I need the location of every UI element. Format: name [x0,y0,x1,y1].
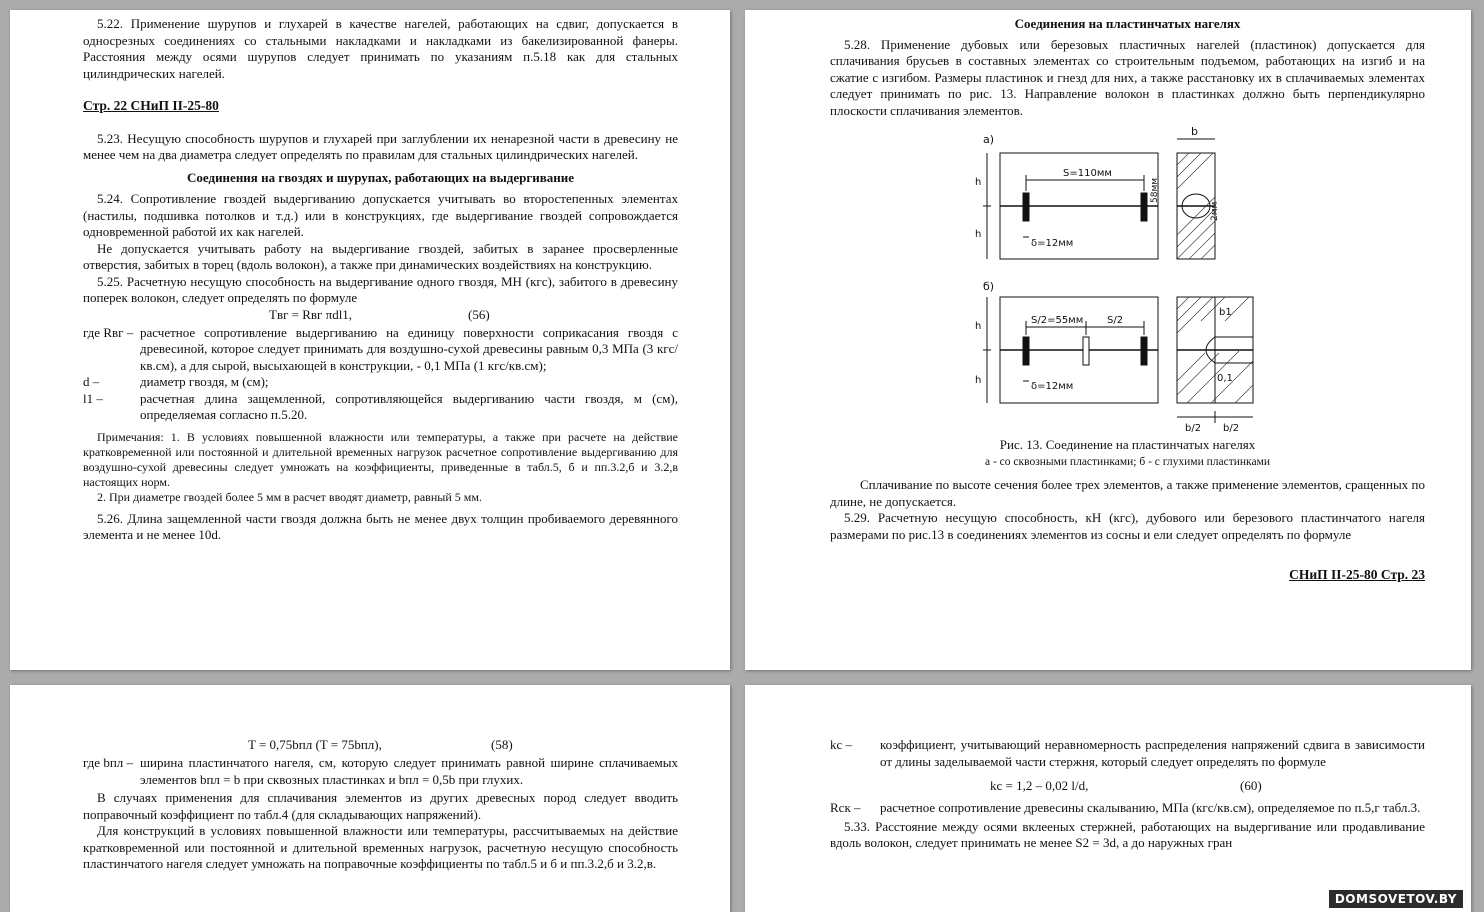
paragraph-5-23: 5.23. Несущую способность шурупов и глухарей при заглублении их ненарезной части в древесину не менее чем на два диаметра следует определять по правилам для стальных цилиндрических нагелей. [83,130,678,162]
figure-label-a: а) [983,133,995,146]
definition-bpl [83,755,678,788]
paragraph-5-28: 5.28. Применение дубовых или березовых пластичных нагелей (пластинок) допускается для сплачивания брусьев в составных элементах со строительным подъемом, работающих на изгиб и на сжатие с изгибом. Размеры пластинок и гнезд для них, а также расстановку их в сплачиваемых элементах следует принимать по рис. 13. Направление волокон в пластинках должно быть перпендикулярно плоскости сплачивания элементов. [830,36,1425,118]
page-header-22: Стр. 22 СНиП II-25-80 [83,98,219,113]
paragraph-5-24: 5.24. Сопротивление гвоздей выдергиванию допускается учитывать во второстепенных элементах (настилы, подшивка потолков и т.д.) или в конструкциях, где выдергивание гвоздей сопровождается одновременной работой их как нагелей. [83,191,678,239]
dimension-h-b2: h [975,375,982,386]
paragraph-5-29: 5.29. Расчетную несущую способность, кН (кгс), дубового или березового пластинчатого нагеля размерами по рис.13 в соединениях элементов из сосны и ели следует определять по формуле [830,510,1425,542]
notes-block [83,430,678,505]
definition-kc-text: коэффициент, учитывающий неравномерность распределения напряжений сдвига в зависимости от длины заделываемой части стержня, который следует определять по формуле [880,737,1425,769]
paragraph-other-species: В случаях применения для сплачивания элементов из других древесных пород следует вводить поправочный коэффициент по табл.4 (для складывающих напряжений). [83,790,678,822]
dimension-58: 58мм [1150,177,1160,203]
dimension-s2-b: S/2 [1107,315,1124,326]
formula-56-number: (56) [468,306,490,322]
formula-58-expression: T = 0,75bпл (T = 75bпл), [248,737,382,752]
page-2-body [830,16,1425,119]
formula-60-number: (60) [1240,778,1262,793]
document-page-2 [745,10,1471,670]
figure-label-b: б) [983,280,995,293]
dimension-h-b1: h [975,321,982,332]
definition-rck-text: расчетное сопротивление древесины скалыванию, МПа (кгс/кв.см), определяемое по п.5,г табл.3. [880,800,1421,815]
definitions-list [83,325,678,424]
dimension-b2-left: b/2 [1185,423,1202,434]
dimension-h-a1: h [975,177,982,188]
page-1-body [83,16,678,544]
formula-56 [83,307,678,325]
paragraph-splachivanie: Сплачивание по высоте сечения более трех элементов, а также применение элементов, сращенных по длине, не допускается. [830,477,1425,509]
definition-term: где Rвг – [83,324,134,340]
site-watermark: DOMSOVETOV.BY [1329,890,1463,908]
dimension-2: 2мм [1210,201,1220,221]
dimension-b2-right: b/2 [1223,423,1240,434]
dimension-delta-b: δ=12мм [1031,381,1074,392]
section-title-nails: Соединения на гвоздях и шурупах, работающих на выдергивание [187,169,574,185]
dimension-s2: S/2=55мм [1031,315,1084,326]
paragraph-5-25: 5.25. Расчетную несущую способность на выдергивание одного гвоздя, МН (кгс), забитого в древесину поперек волокон, следует определять по формуле [83,273,678,305]
definition-rck [830,800,1425,817]
document-page-4 [745,685,1471,912]
figure-13-drawing [965,125,1265,435]
page-3-body [83,737,678,873]
formula-58-number: (58) [491,737,513,752]
formula-60 [830,774,1425,800]
paragraph-constructions: Для конструкций в условиях повышенной влажности или температуры, рассчитываемых на действие кратковременной или постоянной и длительной временных нагрузок, расчетную несущую способность пластинчатого нагеля следует умножать на поправочные коэффициенты по табл.5 и б и пп.3.2,б и 3.2,в. [83,823,678,871]
definition-term: d – [83,374,100,389]
dimension-b1: b1 [1219,307,1232,318]
figure-13 [965,125,1265,435]
definition-kc-term: kс – [830,737,853,752]
dimension-s: S=110мм [1063,168,1112,179]
formula-58 [83,737,678,755]
definition-text: расчетное сопротивление выдергиванию на единицу поверхности соприкасания гвоздя с древесиной, которое следует принимать для воздушно-сухой древесины равным 0,3 МПа (3 кгс/кв.см), а для сырой, высыхающей в конструкции, - 0,1 МПа (1 кгс/кв.см); [140,324,678,373]
document-page-1 [10,10,730,670]
definition-rck-term: Rск – [830,800,861,815]
figure-13-subcaption: а - со сквозными пластинками; б - с глухими пластинками [984,455,1271,468]
definition-term: l1 – [83,390,103,406]
definition-text: расчетная длина защемленной, сопротивляющейся выдергиванию части гвоздя, м (см), определяемая согласно п.5.20. [140,390,678,422]
page-2-body-lower [830,437,1425,584]
page-footer-23: СНиП II-25-80 Стр. 23 [1289,567,1425,582]
paragraph-5-26: 5.26. Длина защемленной части гвоздя должна быть не менее двух толщин пробиваемого деревянного элемента и не менее 10d. [83,510,678,542]
dimension-01: 0,1 [1217,373,1233,384]
definition-bpl-text: ширина пластинчатого нагеля, см, которую следует принимать равной ширине сплачиваемых элементов bпл = b при сквозных пластинках и bпл = 0,5b при глухих. [140,755,678,787]
formula-56-expression: Tвг = Rвг πdl1, [269,306,353,322]
definition-kc [830,737,1425,770]
paragraph-5-24b: Не допускается учитывать работу на выдергивание гвоздей, забитых в заранее просверленные отверстия, забитых в торец (вдоль волокон), а также при динамических воздействиях на конструкцию. [83,240,678,272]
document-page-3 [10,685,730,912]
dimension-delta-a: δ=12мм [1031,238,1074,249]
page-4-body [830,737,1425,852]
formula-60-expression: kс = 1,2 – 0,02 l/d, [990,778,1089,793]
dimension-h-a2: h [975,229,982,240]
section-title-plates: Соединения на пластинчатых нагелях [1014,16,1241,31]
note-1: Примечания: 1. В условиях повышенной влажности или температуры, а также при расчете на действие кратковременной или постоянной и длительной временных нагрузок расчетное сопротивление выдергиванию для воздушно-сухой древесины следует умножать на коэффициенты, приведенные в табл.5, б и пп.3.2,б и 3.2,в настоящих норм. [83,429,678,489]
paragraph-5-33: 5.33. Расстояние между осями вклееных стержней, работающих на выдергивание или продавливание вдоль волокон, следует принимать не менее S2 = 3d, а до наружных гран [830,818,1425,850]
note-2: 2. При диаметре гвоздей более 5 мм в расчет вводят диаметр, равный 5 мм. [97,489,482,504]
dimension-b: b [1191,125,1198,138]
definition-text: диаметр гвоздя, м (см); [140,374,269,389]
paragraph-5-22: 5.22. Применение шурупов и глухарей в качестве нагелей, работающих на сдвиг, допускается в односрезных соединениях со стальными накладками и накладками из бакелизированной фанеры. Расстояния между осями шурупов следует принимать по указаниям п.5.18 как для стальных цилиндрических нагелей. [83,16,678,81]
figure-13-caption: Рис. 13. Соединение на пластинчатых нагелях [999,437,1256,452]
definition-bpl-term: где bпл – [83,755,134,770]
